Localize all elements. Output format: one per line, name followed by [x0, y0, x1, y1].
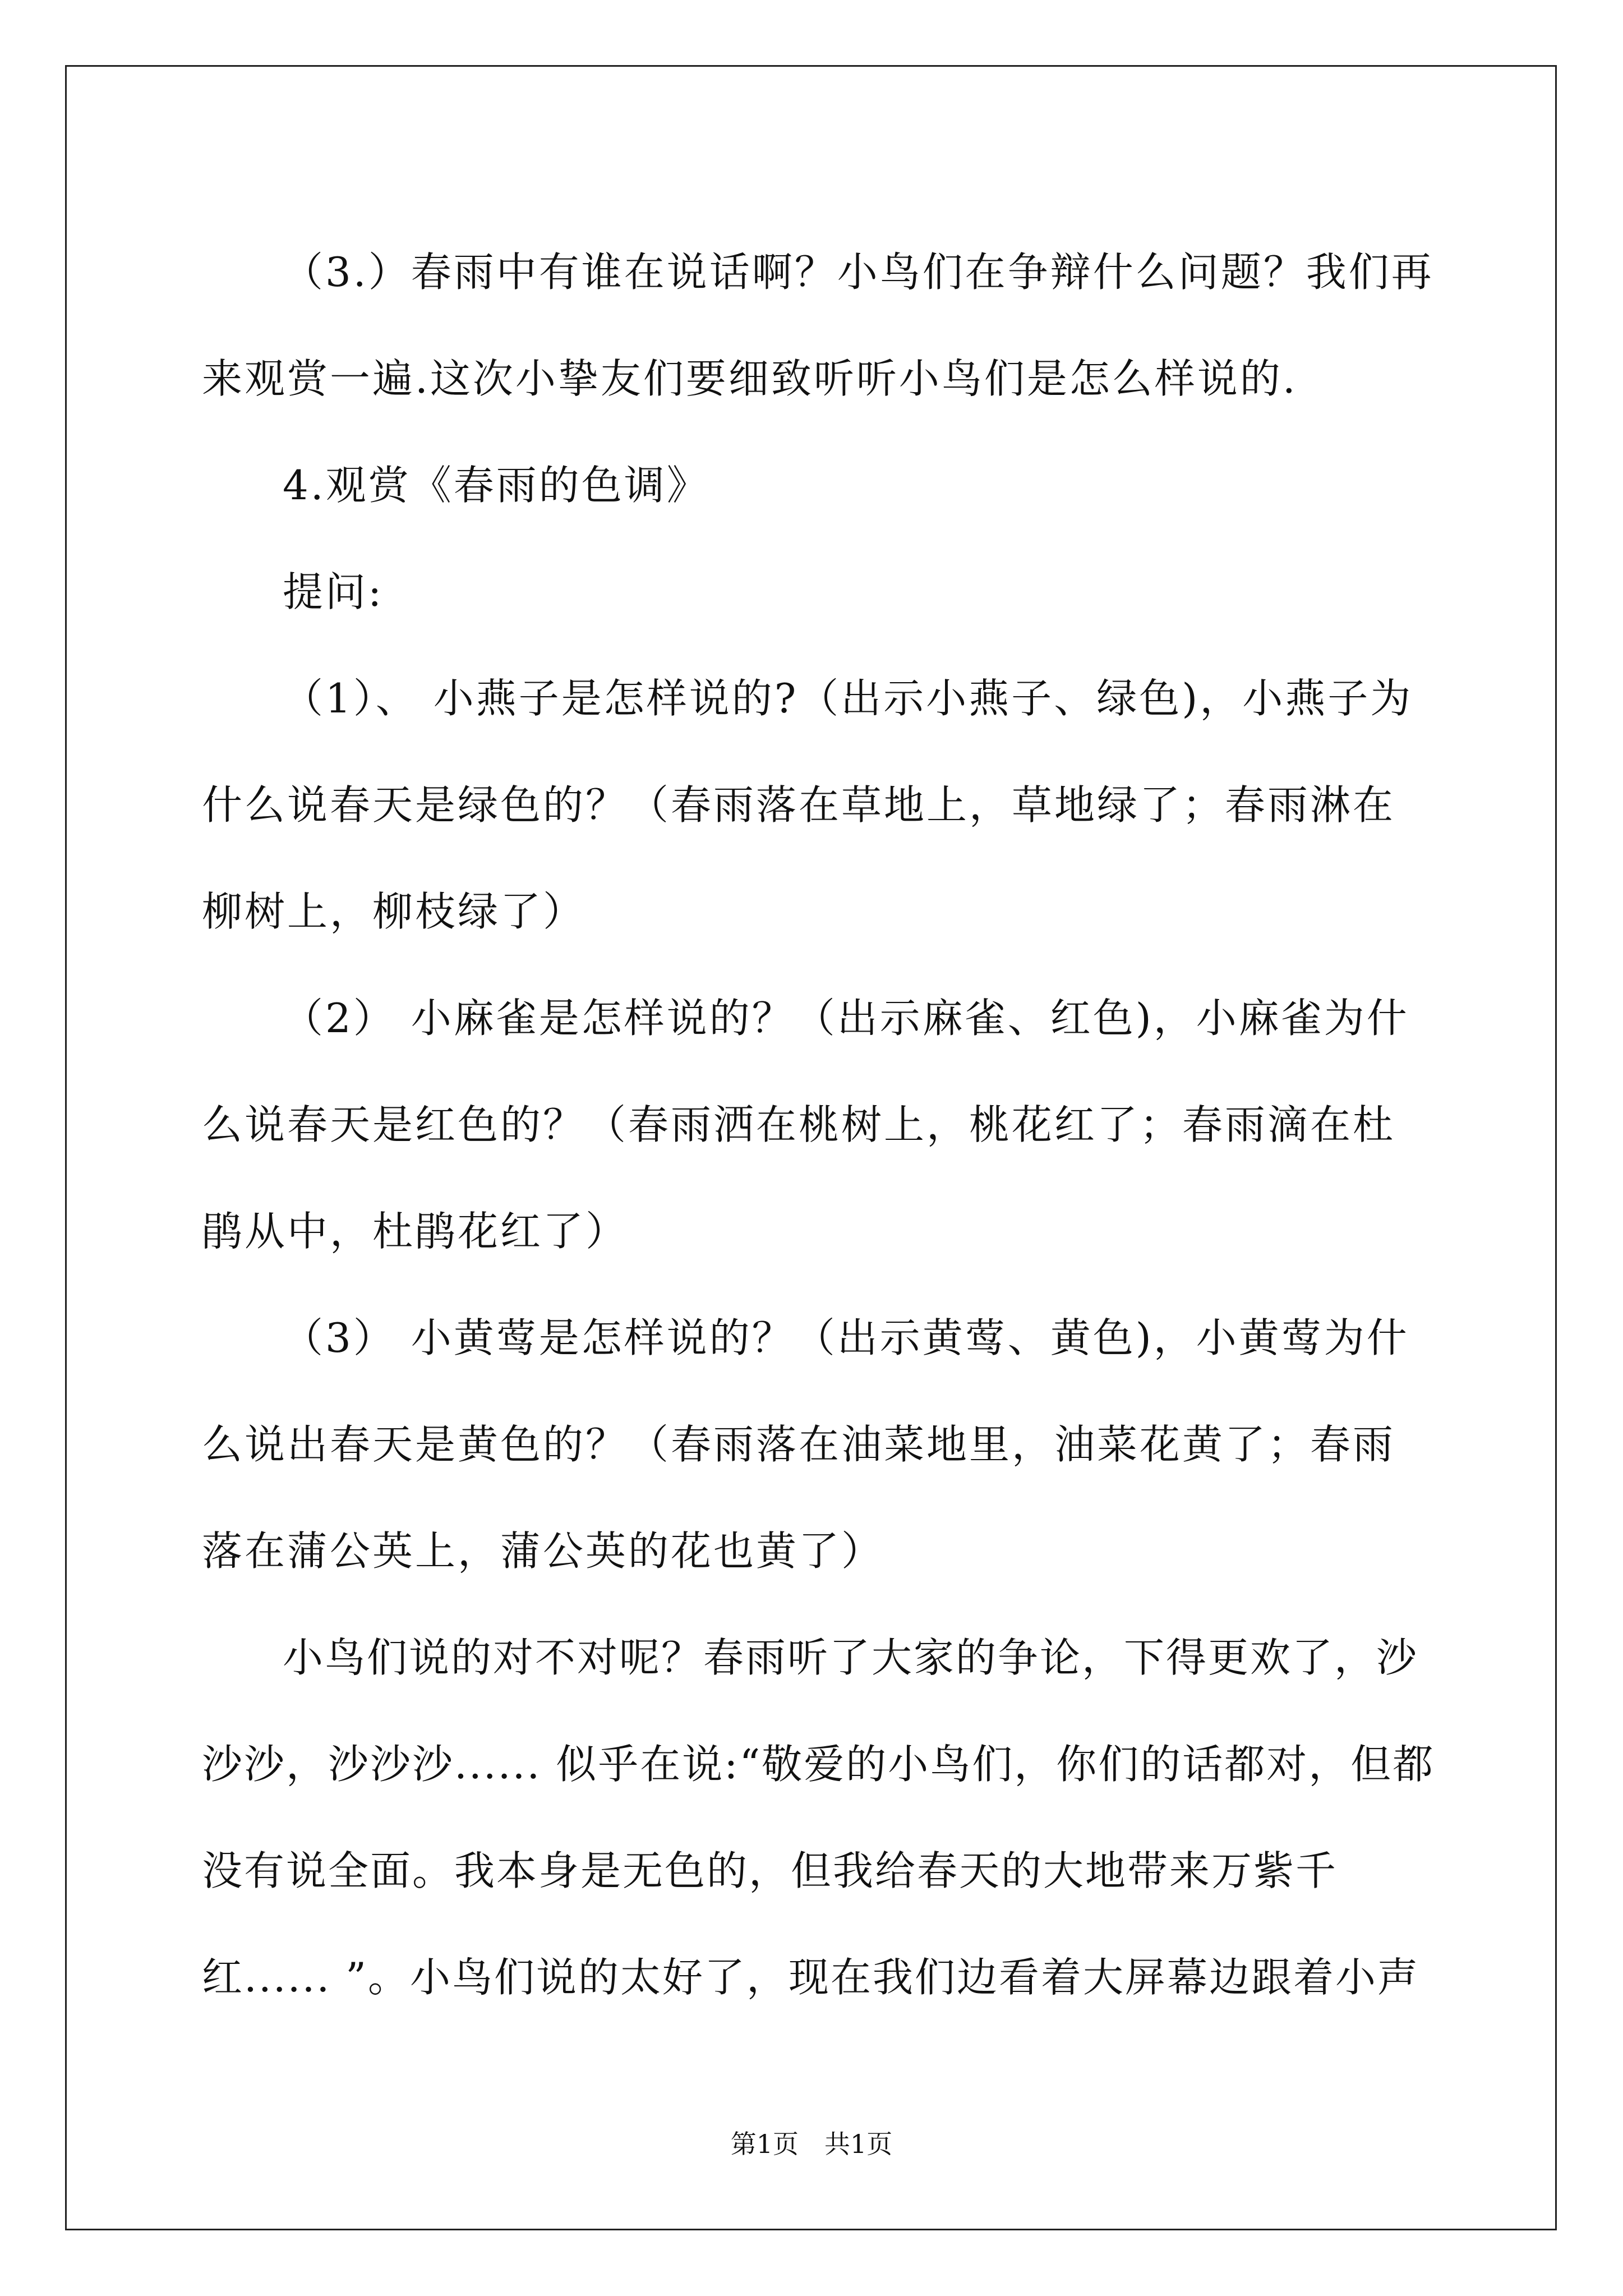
paragraph-swallow: （1）、 小燕子是怎样说的?（出示小燕子、绿色)，小燕子为什么说春天是绿色的？（春雨落在草地上，草地绿了；春雨淋在柳树上，柳枝绿了）	[202, 675, 1413, 935]
paragraph-prompt: 提问:	[283, 568, 384, 615]
paragraph-sparrow: （2） 小麻雀是怎样说的？（出示麻雀、红色)，小麻雀为什么说春天是红色的？（春雨洒在桃树上，桃花红了；春雨滴在杜鹃从中，杜鹃花红了）	[202, 995, 1409, 1255]
page-footer: 第1页 共1页	[730, 2129, 893, 2159]
document-body	[202, 219, 1436, 2031]
paragraph-section-4-title: 4.观赏《春雨的色调》	[283, 462, 709, 509]
paragraph-oriole: （3） 小黄莺是怎样说的？（出示黄莺、黄色)，小黄莺为什么说出春天是黄色的？（春雨落在油菜地里，油菜花黄了；春雨落在蒲公英上，蒲公英的花也黄了）	[202, 1314, 1409, 1575]
paragraph-question-3: （3.）春雨中有谁在说话啊？小鸟们在争辩什么问题？我们再来观赏一遍.这次小挚友们要细致听听小鸟们是怎么样说的.	[202, 249, 1434, 402]
paragraph-conclusion: 小鸟们说的对不对呢？春雨听了大家的争论，下得更欢了，沙沙沙，沙沙沙...... 似乎在说:“敬爱的小鸟们，你们的话都对，但都没有说全面。我本身是无色的，但我给春天的大地带来万紫千红...... ”。小鸟们说的太好了，现在我们边看着大屏幕边跟着小声	[202, 1634, 1435, 2001]
